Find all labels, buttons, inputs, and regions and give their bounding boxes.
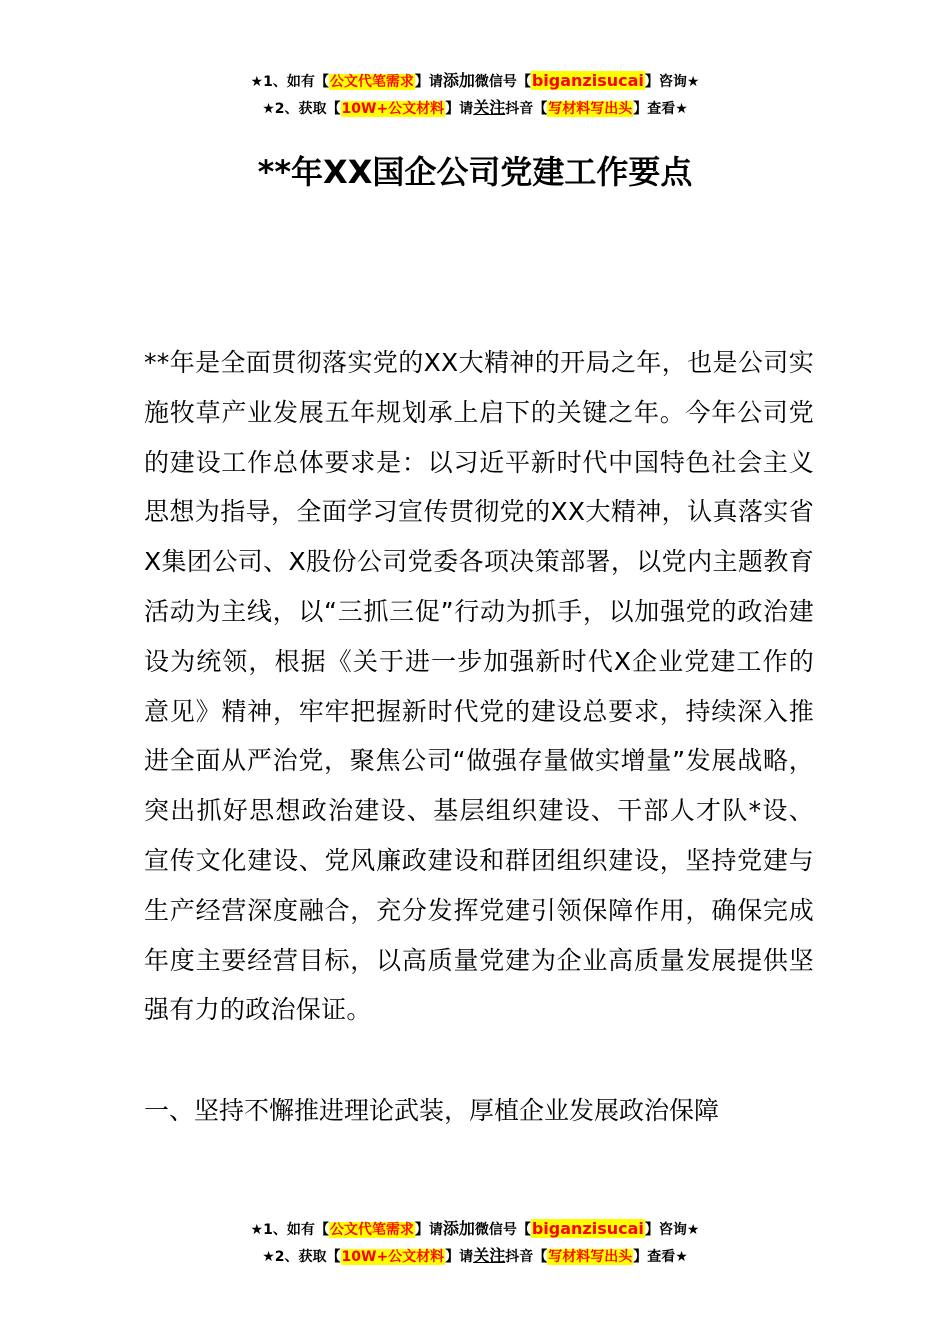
promo-emphasis: 关注	[473, 1246, 506, 1265]
promo-line-2	[0, 1243, 950, 1270]
promo-text: 】咨询★	[644, 1222, 700, 1238]
promo-line-2	[0, 95, 950, 122]
promo-text: 】请	[414, 1222, 443, 1238]
promo-text: ★2、获取【	[262, 101, 341, 117]
promo-line-1	[0, 68, 950, 95]
promo-wechat-id: biganzisucai	[531, 1219, 644, 1238]
body-paragraph: **年是全面贯彻落实党的XX大精神的开局之年，也是公司实施牧草产业发展五年规划承上启下的关键之年。今年公司党的建设工作总体要求是：以习近平新时代中国特色社会主义思想为指导，全面学习宣传贯彻党的XX大精神，认真落实省X集团公司、X股份公司党委各项决策部署，以党内主题教育活动为主线，以“三抓三促”行动为抓手，以加强党的政治建设为统领，根据《关于进一步加强新时代X企业党建工作的意见》精神，牢牢把握新时代党的建设总要求，持续深入推进全面从严治党，聚焦公司“做强存量做实增量”发展战略，突出抓好思想政治建设、基层组织建设、干部人才队*设、宣传文化建设、党风廉政建设和群团组织建设，坚持党建与生产经营深度融合，充分发挥党建引领保障作用，确保完成年度主要经营目标，以高质量党建为企业高质量发展提供坚强有力的政治保证。	[144, 348, 814, 1025]
promo-highlight: 10W+公文材料	[341, 101, 445, 117]
promo-text: 】请	[445, 101, 474, 117]
footer-promo-banner	[0, 1216, 950, 1270]
promo-text: 】查看★	[633, 101, 688, 117]
promo-douyin-id: 写材料写出头	[548, 101, 633, 117]
document-title: **年XX国企公司党建工作要点	[257, 153, 693, 191]
promo-douyin-id: 写材料写出头	[548, 1249, 633, 1265]
promo-text: 】请	[445, 1249, 474, 1265]
promo-text: 抖音【	[505, 101, 548, 117]
promo-text: 】咨询★	[644, 74, 700, 90]
section-heading: 一、坚持不懈推进理论武装，厚植企业发展政治保障	[144, 1096, 720, 1125]
promo-text: 】查看★	[633, 1249, 688, 1265]
promo-highlight: 公文代笔需求	[329, 74, 414, 90]
promo-highlight: 公文代笔需求	[329, 1222, 414, 1238]
promo-wechat-id: biganzisucai	[531, 71, 644, 90]
promo-text: 微信号【	[474, 74, 531, 90]
promo-emphasis: 添加	[442, 71, 475, 90]
promo-text: 微信号【	[474, 1222, 531, 1238]
promo-highlight: 10W+公文材料	[341, 1249, 445, 1265]
promo-text: ★1、如有【	[250, 74, 329, 90]
header-promo-banner	[0, 68, 950, 122]
promo-text: ★1、如有【	[250, 1222, 329, 1238]
promo-text: 抖音【	[505, 1249, 548, 1265]
promo-text: 】请	[414, 74, 443, 90]
promo-emphasis: 添加	[442, 1219, 475, 1238]
promo-text: ★2、获取【	[262, 1249, 341, 1265]
promo-emphasis: 关注	[473, 98, 506, 117]
promo-line-1	[0, 1216, 950, 1243]
